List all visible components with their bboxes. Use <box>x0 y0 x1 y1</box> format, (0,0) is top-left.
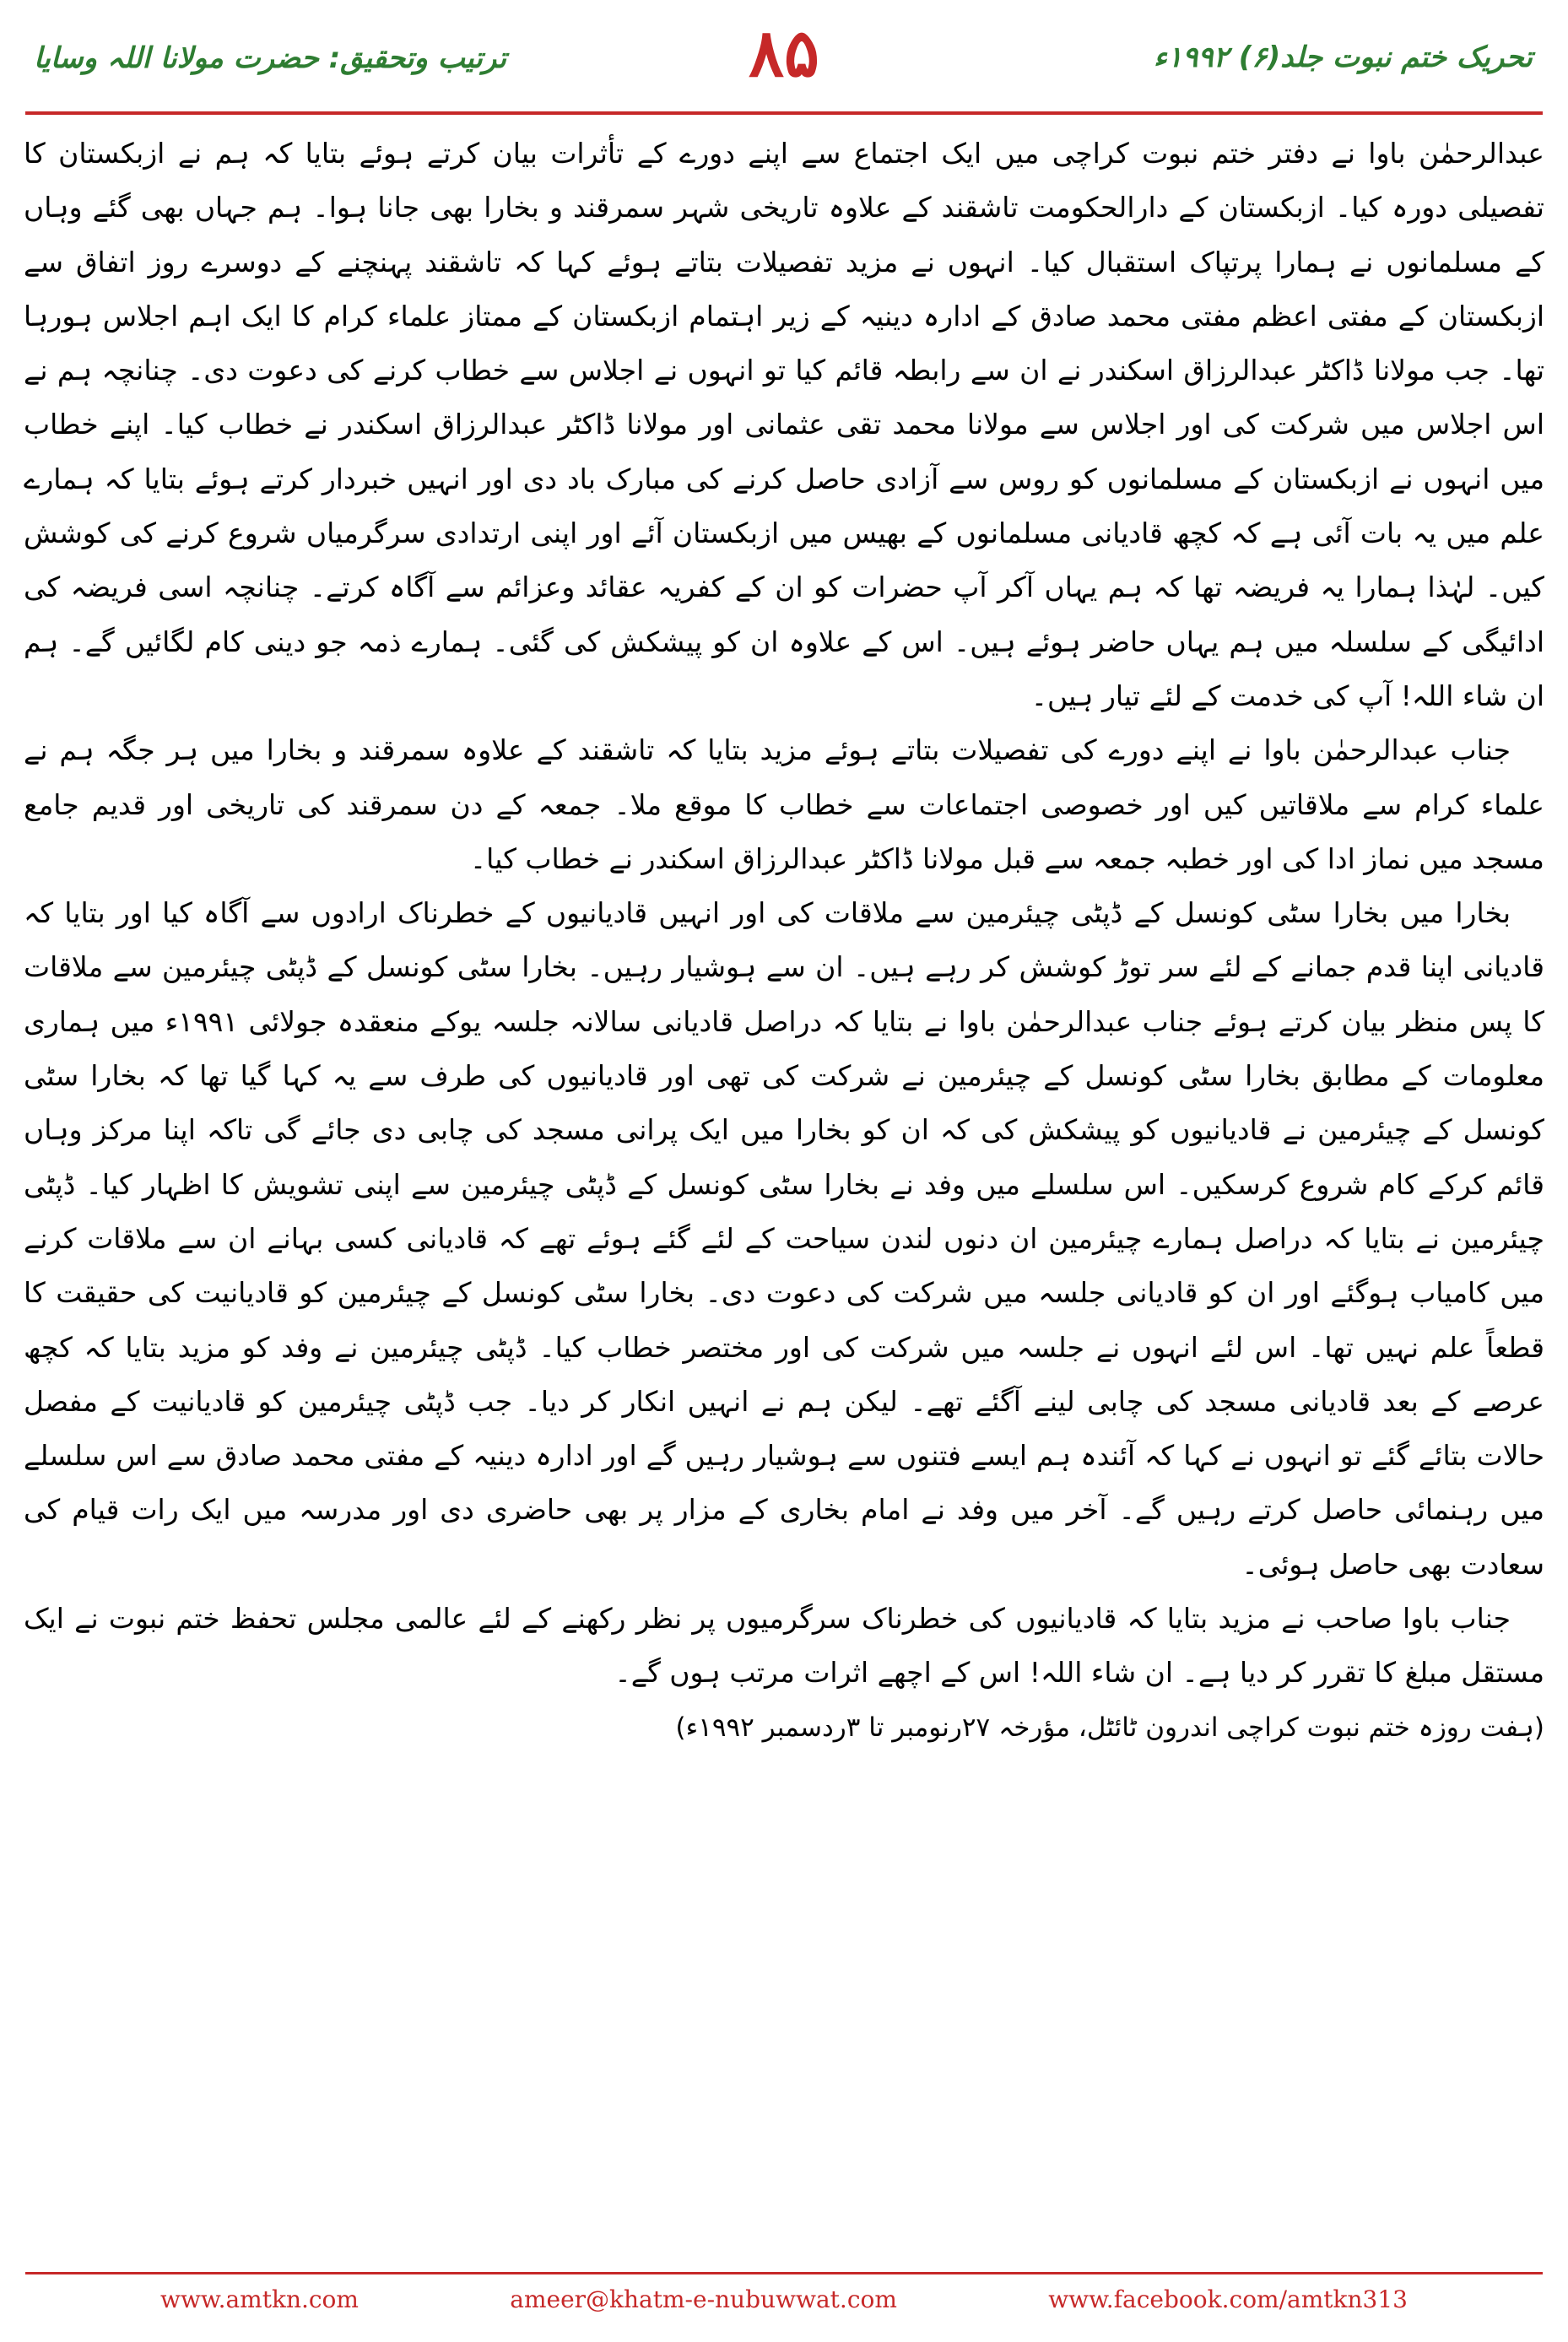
paragraph: جناب باوا صاحب نے مزید بتایا کہ قادیانیوں کی خطرناک سرگرمیوں پر نظر رکھنے کے لئے عالمی مجلس تحفظ ختم نبوت نے ایک مستقل مبلغ کا تقرر کر دیا ہے۔ ان شاء اللہ! اس کے اچھے اثرات مرتب ہوں گے۔ <box>24 1602 1544 1690</box>
page-number: ۸۵ <box>749 15 819 92</box>
facebook-link[interactable]: www.facebook.com/amtkn313 <box>1048 2285 1408 2313</box>
header-book-title: تحریک ختم نبوت جلد(۶) ۱۹۹۲ء <box>1153 41 1533 74</box>
paragraph: عبدالرحمٰن باوا نے دفتر ختم نبوت کراچی میں ایک اجتماع سے اپنے دورے کے تأثرات بیان کرتے ہوئے بتایا کہ ہم نے ازبکستان کا تفصیلی دورہ کیا۔ ازبکستان کے دارالحکومت تاشقند کے علاوہ تاریخی شہر سمرقند و بخارا بھی جانا ہوا۔ ہم جہاں بھی گئے وہاں کے مسلمانوں نے ہمارا پرتپاک استقبال کیا۔ انہوں نے مزید تفصیلات بتاتے ہوئے کہا کہ تاشقند پہنچنے کے دوسرے روز اتفاق سے ازبکستان کے مفتی اعظم مفتی محمد صادق کے ادارہ دینیہ کے زیر اہتمام ازبکستان کے ممتاز علماء کرام کا ایک اہم اجلاس ہورہا تھا۔ جب مولانا ڈاکٹر عبدالرزاق اسکندر نے ان سے رابطہ قائم کیا تو انہوں نے اجلاس سے خطاب کرنے کی دعوت دی۔ چنانچہ ہم نے اس اجلاس میں شرکت کی اور اجلاس سے مولانا محمد تقی عثمانی اور مولانا ڈاکٹر عبدالرزاق اسکندر نے خطاب کیا۔ اپنے خطاب میں انہوں نے ازبکستان کے مسلمانوں کو روس سے آزادی حاصل کرنے کی مبارک باد دی اور انہیں خبردار کرتے ہوئے بتایا کہ ہمارے علم میں یہ بات آئی ہے کہ کچھ قادیانی مسلمانوں کے بھیس میں ازبکستان آئے اور اپنی ارتدادی سرگرمیاں شروع کرنے کی کوشش کیں۔ لہٰذا ہمارا یہ فریضہ تھا کہ ہم یہاں آکر آپ حضرات کو ان کے کفریہ عقائد وعزائم سے آگاہ کرتے۔ چنانچہ اسی فریضہ کی ادائیگی کے سلسلہ میں ہم یہاں حاضر ہوئے ہیں۔ اس کے علاوہ ان کو پیشکش کی گئی۔ ہمارے ذمہ جو دینی کام لگائیں گے۔ ہم ان شاء اللہ! آپ کی خدمت کے لئے تیار ہیں۔ <box>24 137 1544 712</box>
footer-divider <box>25 2272 1543 2274</box>
article-body <box>24 127 1544 1755</box>
page-header <box>25 15 1543 115</box>
paragraph: بخارا میں بخارا سٹی کونسل کے ڈپٹی چیئرمین سے ملاقات کی اور انہیں قادیانیوں کے خطرناک ارادوں سے آگاہ کیا اور بتایا کہ قادیانی اپنا قدم جمانے کے لئے سر توڑ کوشش کر رہے ہیں۔ ان سے ہوشیار رہیں۔ بخارا سٹی کونسل کے ڈپٹی چیئرمین سے ملاقات کا پس منظر بیان کرتے ہوئے جناب عبدالرحمٰن باوا نے بتایا کہ دراصل قادیانی سالانہ جلسہ یوکے منعقدہ جولائی ۱۹۹۱ء میں ہماری معلومات کے مطابق بخارا سٹی کونسل کے چیئرمین نے شرکت کی تھی اور قادیانیوں کی طرف سے یہ کہا گیا تھا کہ بخارا سٹی کونسل کے چیئرمین نے قادیانیوں کو پیشکش کی کہ ان کو بخارا میں ایک پرانی مسجد کی چابی دی جائے گی تاکہ اپنا مرکز وہاں قائم کرکے کام شروع کرسکیں۔ اس سلسلے میں وفد نے بخارا سٹی کونسل کے ڈپٹی چیئرمین سے اپنی تشویش کا اظہار کیا۔ ڈپٹی چیئرمین نے بتایا کہ دراصل ہمارے چیئرمین ان دنوں لندن سیاحت کے لئے گئے ہوئے تھے کہ قادیانی کسی بہانے ان سے ملاقات کرنے میں کامیاب ہوگئے اور ان کو قادیانی جلسہ میں شرکت کی دعوت دی۔ بخارا سٹی کونسل کے چیئرمین کو قادیانیت کی حقیقت کا قطعاً علم نہیں تھا۔ اس لئے انہوں نے جلسہ میں شرکت کی اور مختصر خطاب کیا۔ ڈپٹی چیئرمین نے وفد کو مزید بتایا کہ کچھ عرصے کے بعد قادیانی مسجد کی چابی لینے آگئے تھے۔ لیکن ہم نے انہیں انکار کر دیا۔ جب ڈپٹی چیئرمین کو قادیانیت کے مفصل حالات بتائے گئے تو انہوں نے کہا کہ آئندہ ہم ایسے فتنوں سے ہوشیار رہیں گے اور ادارہ دینیہ کے مفتی محمد صادق سے اس سلسلے میں رہنمائی حاصل کرتے رہیں گے۔ آخر میں وفد نے امام بخاری کے مزار پر بھی حاضری دی اور مدرسہ میں ایک رات قیام کی سعادت بھی حاصل ہوئی۔ <box>24 896 1544 1581</box>
source-citation: (ہفت روزہ ختم نبوت کراچی اندرون ٹائٹل، مؤرخہ ۲۷رنومبر تا ۳ردسمبر ۱۹۹۲ء) <box>675 1712 1544 1743</box>
website-link[interactable]: www.amtkn.com <box>160 2285 359 2313</box>
page-footer <box>25 2279 1543 2319</box>
header-compiler: ترتیب وتحقیق: حضرت مولانا اللہ وسایا <box>34 41 507 75</box>
email-link[interactable]: ameer@khatm-e-nubuwwat.com <box>510 2285 897 2313</box>
header-divider <box>25 111 1543 115</box>
paragraph: جناب عبدالرحمٰن باوا نے اپنے دورے کی تفصیلات بتاتے ہوئے مزید بتایا کہ تاشقند کے علاوہ سمرقند و بخارا میں ہر جگہ ہم نے علماء کرام سے ملاقاتیں کیں اور خصوصی اجتماعات سے خطاب کا موقع ملا۔ جمعہ کے دن سمرقند کی تاریخی اور قدیم جامع مسجد میں نماز ادا کی اور خطبہ جمعہ سے قبل مولانا ڈاکٹر عبدالرزاق اسکندر نے خطاب کیا۔ <box>24 733 1544 875</box>
